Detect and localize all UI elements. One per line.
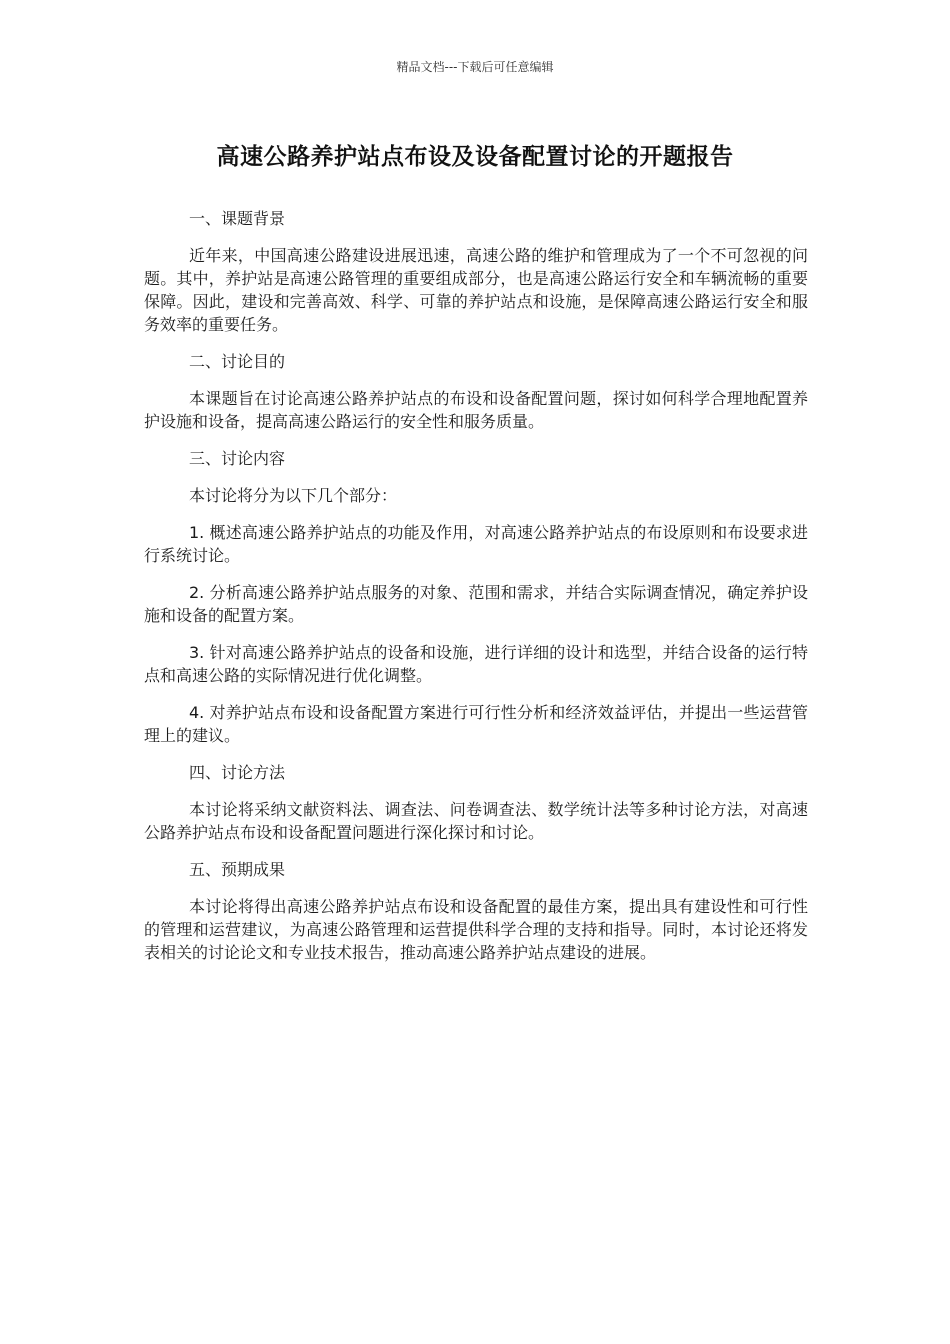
section-heading-purpose: 二、讨论目的: [189, 352, 286, 371]
section-paragraph-outcome: 本讨论将得出高速公路养护站点布设和设备配置的最佳方案，提出具有建设性和可行性的管理和运营建议，为高速公路管理和运营提供科学合理的支持和指导。同时，本讨论还将发表相关的讨论论文和专业技术报告，推动高速公路养护站点建设的进展。: [144, 897, 808, 962]
page-header-note: 精品文档---下载后可任意编辑: [396, 60, 554, 74]
list-item: 3. 针对高速公路养护站点的设备和设施，进行详细的设计和选型，并结合设备的运行特点和高速公路的实际情况进行优化调整。: [144, 643, 808, 685]
document-body: [144, 207, 808, 978]
section-heading-method: 四、讨论方法: [189, 763, 286, 782]
section-paragraph-background: 近年来，中国高速公路建设进展迅速，高速公路的维护和管理成为了一个不可忽视的问题。其中，养护站是高速公路管理的重要组成部分，也是高速公路运行安全和车辆流畅的重要保障。因此，建设和完善高效、科学、可靠的养护站点和设施，是保障高速公路运行安全和服务效率的重要任务。: [144, 246, 808, 334]
document-title: 高速公路养护站点布设及设备配置讨论的开题报告: [216, 144, 734, 170]
list-item: 4. 对养护站点布设和设备配置方案进行可行性分析和经济效益评估，并提出一些运营管理上的建议。: [144, 703, 808, 745]
section-heading-content: 三、讨论内容: [189, 449, 286, 468]
section-paragraph-purpose: 本课题旨在讨论高速公路养护站点的布设和设备配置问题，探讨如何科学合理地配置养护设施和设备，提高高速公路运行的安全性和服务质量。: [144, 389, 808, 431]
list-item: 2. 分析高速公路养护站点服务的对象、范围和需求，并结合实际调查情况，确定养护设施和设备的配置方案。: [144, 583, 808, 625]
list-item: 1. 概述高速公路养护站点的功能及作用，对高速公路养护站点的布设原则和布设要求进行系统讨论。: [144, 523, 808, 565]
section-paragraph-content-intro: 本讨论将分为以下几个部分：: [189, 486, 398, 505]
section-heading-background: 一、课题背景: [189, 209, 286, 228]
section-heading-outcome: 五、预期成果: [189, 860, 286, 879]
section-paragraph-method: 本讨论将采纳文献资料法、调查法、问卷调查法、数学统计法等多种讨论方法，对高速公路养护站点布设和设备配置问题进行深化探讨和讨论。: [144, 800, 808, 842]
